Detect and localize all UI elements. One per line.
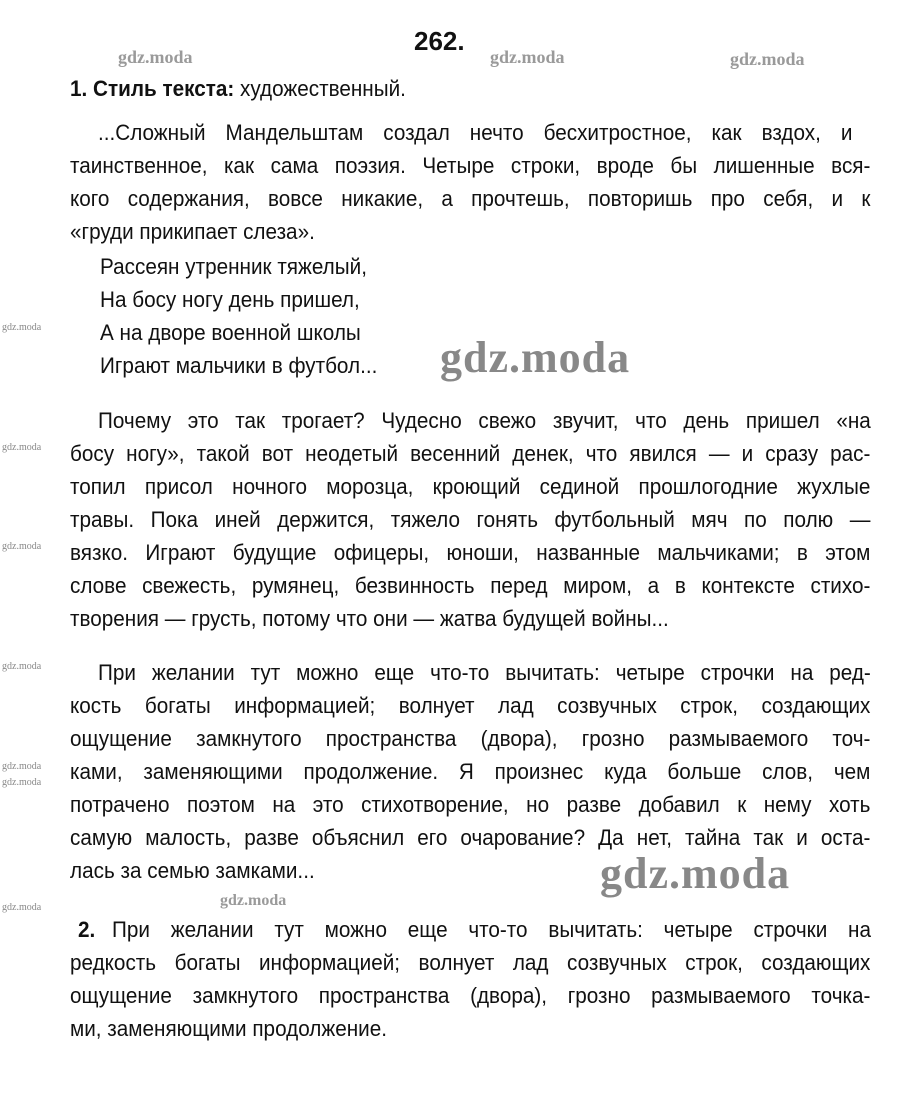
task1-value: художественный. xyxy=(240,76,406,101)
text-line: ощущение замкнутого пространства (двора), грозно размываемого точ- xyxy=(70,726,871,751)
watermark: gdz.moda xyxy=(2,902,42,913)
text-line: «груди прикипает слеза». xyxy=(70,219,315,244)
text-line: кого содержания, вовсе никакие, а прочтешь, повторишь про себя, и к xyxy=(70,186,871,211)
watermark: gdz.moda xyxy=(2,761,42,772)
text-line: топил присол ночного морозца, кроющий сединой прошлогодние жухлые xyxy=(70,474,871,499)
watermark: gdz.moda xyxy=(730,49,805,69)
text-line: лась за семью замками... xyxy=(70,858,315,883)
watermark-large: gdz.moda xyxy=(600,849,791,898)
page-number: 262. xyxy=(414,26,465,56)
poem-line: Рассеян утренник тяжелый, xyxy=(100,254,367,279)
text-line: ощущение замкнутого пространства (двора), грозно размываемого точка- xyxy=(70,983,871,1008)
text-line: слове свежесть, румянец, безвинность перед миром, а в контексте стихо- xyxy=(70,573,871,598)
watermark: gdz.moda xyxy=(2,322,42,333)
poem-line: А на дворе военной школы xyxy=(100,320,361,345)
text-line: ками, заменяющими продолжение. Я произнес куда больше слов, чем xyxy=(70,759,871,784)
text-line: потрачено поэтом на это стихотворение, но разве добавил к нему хоть xyxy=(70,792,871,817)
text-line: таинственное, как сама поэзия. Четыре строки, вроде бы лишенные вся- xyxy=(70,153,871,178)
watermark: gdz.moda xyxy=(2,442,42,453)
text-line: При желании тут можно еще что-то вычитать: четыре строчки на ред- xyxy=(98,660,871,685)
watermark: gdz.moda xyxy=(220,892,287,909)
watermark: gdz.moda xyxy=(2,661,42,672)
task1-heading xyxy=(70,74,406,104)
text-line: Почему это так трогает? Чудесно свежо звучит, что день пришел «на xyxy=(98,408,871,433)
task1-number: 1. xyxy=(70,76,88,101)
task1-label: Стиль текста: xyxy=(93,76,235,101)
watermark: gdz.moda xyxy=(2,777,42,788)
text-line: травы. Пока иней держится, тяжело гонять футбольный мяч по полю — xyxy=(70,507,871,532)
text-line: босу ногу», такой вот неодетый весенний денек, что явился — и сразу рас- xyxy=(70,441,871,466)
task2-number: 2. xyxy=(78,917,96,942)
text-line: творения — грусть, потому что они — жатва будущей войны... xyxy=(70,606,669,631)
text-line: ми, заменяющими продолжение. xyxy=(70,1016,387,1041)
text-line: самую малость, разве объяснил его очарование? Да нет, тайна так и оста- xyxy=(70,825,871,850)
text-line: ...Сложный Мандельштам создал нечто бесхитростное, как вздох, и xyxy=(98,120,853,145)
text-line: вязко. Играют будущие офицеры, юноши, названные мальчиками; в этом xyxy=(70,540,871,565)
watermark: gdz.moda xyxy=(118,47,193,67)
watermark: gdz.moda xyxy=(2,541,42,552)
watermark: gdz.moda xyxy=(490,47,565,67)
text-line: кость богаты информацией; волнует лад созвучных строк, создающих xyxy=(70,693,871,718)
text-line: редкость богаты информацией; волнует лад созвучных строк, создающих xyxy=(70,950,871,975)
watermark-large: gdz.moda xyxy=(440,333,631,382)
poem-line: На босу ногу день пришел, xyxy=(100,287,360,312)
poem-line: Играют мальчики в футбол... xyxy=(100,353,378,378)
text-line: При желании тут можно еще что-то вычитать: четыре строчки на xyxy=(112,917,871,942)
